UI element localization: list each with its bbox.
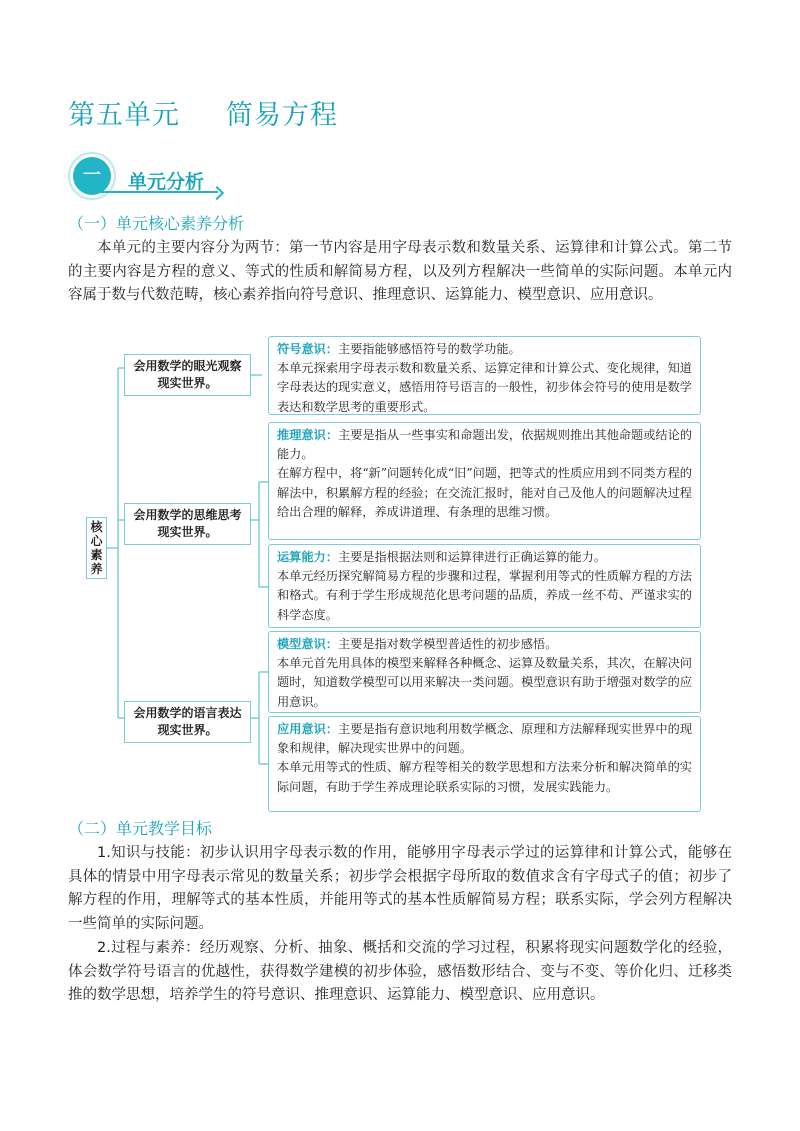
box-application [268, 716, 701, 812]
branch3-connector [251, 672, 268, 764]
keyword-reasoning: 推理意识： [277, 428, 339, 442]
goal-process-paragraph: 2.过程与素养：经历观察、分析、抽象、概括和交流的学习过程，积累将现实问题数学化的经验，体会数学符号语言的优越性，获得数学建模的初步体验，感悟数形结合、变与不变、等价化归、迁移类推的数学思想，培养学生的符号意识、推理意识、运算能力、模型意识、应用意识。 [68, 940, 732, 1003]
goal-knowledge-paragraph: 1.知识与技能：初步认识用字母表示数的作用，能够用字母表示学过的运算律和计算公式，能够在具体的情景中用字母表示常见的数量关系；初步学会根据字母所取的数值求含有字母式子的值；初步了解方程的作用，理解等式的基本性质，并能用等式的基本性质解简易方程；联系实际，学会列方程解决一些简单的实际问题。 [68, 845, 732, 932]
box-symbol-detail: 本单元探索用字母表示数和数量关系、运算定律和计算公式、变化规律，知道字母表达的现实意义，感悟用符号语言的一般性，初步体会符号的使用是数学表达和数学思考的重要形式。 [277, 361, 692, 414]
box-reasoning-detail: 在解方程中，将“新”问题转化成“旧”问题，把等式的性质应用到不同类方程的解法中，积累解方程的经验；在交流汇报时，能对自己及他人的问题解决过程给出合理的解释，养成讲道理、有条理的思维习惯。 [277, 466, 692, 519]
box-operation [268, 544, 701, 628]
box-application-definition: 应用意识：主要是指有意识地利用数学概念、原理和方法解释现实世界中的现象和规律，解决现实世界中的问题。 [277, 722, 693, 756]
subsection-heading-goals: （二）单元教学目标 [68, 819, 213, 838]
box-model [268, 631, 701, 713]
keyword-application: 应用意识： [277, 722, 339, 736]
branch-think: 会用数学的思维思考现实世界。 [124, 503, 251, 545]
box-operation-definition: 运算能力：主要是指根据法则和运算律进行正确运算的能力。 [277, 550, 607, 564]
subsection-heading-core: （一）单元核心素养分析 [68, 214, 245, 233]
branch-express: 会用数学的语言表达现实世界。 [124, 701, 251, 743]
branch-observe: 会用数学的眼光观察现实世界。 [124, 354, 251, 396]
box-model-definition: 模型意识：主要是指对数学模型普适性的初步感悟。 [277, 637, 558, 651]
unit-subject: 简易方程 [226, 100, 338, 131]
branch2-connector [251, 482, 268, 587]
section-number: 一 [73, 157, 111, 195]
keyword-model: 模型意识： [277, 637, 338, 651]
box-reasoning-definition: 推理意识：主要是指从一些事实和命题出发，依据规则推出其他命题或结论的能力。 [277, 428, 693, 462]
root-connector [107, 368, 124, 718]
section-title: 单元分析 [128, 171, 205, 193]
box-application-detail: 本单元用等式的性质、解方程等相关的数学思想和方法来分析和解决简单的实际问题，有助于学生养成理论联系实际的习惯，发展实践能力。 [277, 760, 692, 794]
mindmap-root: 核心素养 [86, 517, 107, 579]
box-model-detail: 本单元首先用具体的模型来解释各种概念、运算及数量关系，其次，在解决问题时，知道数学模型可以用来解决一类问题。模型意识有助于增强对数学的应用意识。 [277, 656, 692, 709]
box-symbol-sense [268, 336, 701, 415]
unit-number: 第五单元 [68, 100, 180, 131]
box-symbol-definition: 符号意识：主要指能够感悟符号的数学功能。 [277, 342, 521, 356]
box-operation-detail: 本单元经历探究解简易方程的步骤和过程，掌握利用等式的性质解方程的方法和格式。有利于学生形成规范化思考问题的品质，养成一丝不苟、严谨求实的科学态度。 [277, 569, 692, 622]
box-reasoning [268, 422, 701, 540]
keyword-operation: 运算能力： [277, 550, 338, 564]
keyword-symbol: 符号意识： [277, 342, 338, 356]
core-literacy-paragraph: 本单元的主要内容分为两节：第一节内容是用字母表示数和数量关系、运算律和计算公式。第二节的主要内容是方程的意义、等式的性质和解简易方程，以及列方程解决一些简单的实际问题。本单元内容属于数与代数范畴，核心素养指向符号意识、推理意识、运算能力、模型意识、应用意识。 [68, 240, 732, 303]
